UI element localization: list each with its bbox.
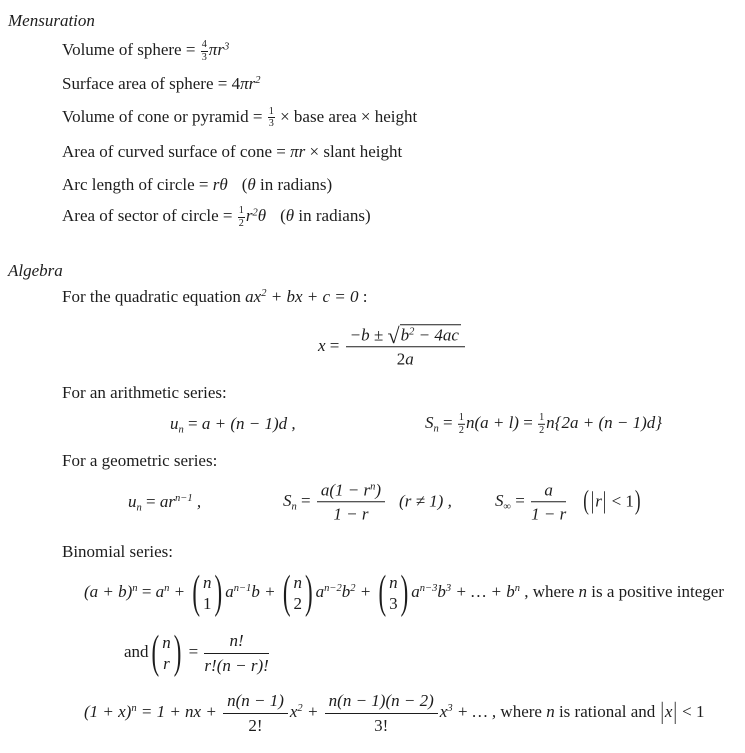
fraction-numerator: 4 [201,39,207,50]
math-expr: a [411,581,420,601]
note-text: where [496,701,547,721]
formula-label: Volume of sphere = [62,40,200,60]
superscript: 2 [409,326,415,338]
math-expr: < 1 [607,490,634,510]
fraction-denominator: 3 [268,118,274,130]
math-expr: n(a + l) [465,412,519,432]
fraction [317,479,385,525]
superscript: 2 [252,207,258,219]
superscript: n−2 [324,583,342,595]
math-expr: S [425,412,434,432]
binomial-bottom: 3 [389,594,398,614]
math-expr: n{2a + (n − 1)d} [546,412,663,432]
math-expr: ) [375,480,382,500]
math-expr: −b ± [349,324,388,344]
fraction [223,690,288,736]
fraction [268,106,275,130]
section-heading-mensuration: Mensuration [8,11,95,30]
math-expr: θ [257,206,267,226]
quadratic-formula-row [8,318,741,376]
subscript: n [291,501,297,513]
math-expr: rθ [212,175,228,195]
binomial-top: n [203,572,212,592]
superscript: 3 [223,41,230,53]
math-expr: b [506,581,515,601]
binomial-1x-formula [8,686,741,738]
superscript: n [514,583,520,595]
radicand [400,324,461,344]
formula-sphere-volume [62,39,741,63]
intro-text: For the quadratic equation [62,286,246,306]
superscript: n [131,703,137,715]
formula-label: Surface area of sphere = [62,74,232,94]
comma: , [287,413,296,433]
section-heading-algebra: Algebra [8,260,63,280]
comma: , [192,491,202,511]
and-label: and [124,641,149,661]
note-text: is a positive integer [587,581,724,601]
binomial-top: n [389,572,398,592]
quadratic-intro [62,286,741,308]
note-text: , where [520,581,579,601]
equals-sign: = [183,413,202,433]
left-paren-glyph: ( [151,625,160,677]
arithmetic-formulas-row [8,406,741,442]
fraction [531,479,566,525]
fraction-denominator: r!(n − r)! [204,655,269,675]
equals-sign: = [518,412,538,432]
condition [582,484,641,516]
abs-bar-glyph: | [673,697,677,725]
fraction-numerator: n(n − 1) [223,690,288,713]
math-expr: a + (n − 1)d [201,413,288,433]
formula-arc-length [62,174,741,196]
math-expr: r [595,490,602,510]
note-variable: n [578,581,588,601]
geometric-sinf-formula [495,479,642,525]
right-paren-glyph: ) [400,565,409,617]
math-expr: + … + [451,581,507,601]
formula-label: Arc length of circle = [62,175,213,195]
math-expr: b [400,324,410,344]
note-text: in radians) [294,206,371,226]
fraction-numerator: n! [204,630,268,653]
fraction-numerator [346,324,465,347]
math-lhs: (a + b) [84,581,133,601]
binomial-stack [159,632,174,675]
fraction [346,324,465,370]
math-expr: − 4ac [414,324,459,344]
math-expr: a [544,480,553,500]
math-expr: × base area × height [275,106,418,126]
left-paren-glyph: ( [192,565,201,617]
fraction-denominator: 3 [201,51,207,63]
note-open-paren: ( [241,175,248,195]
math-expr: + bx + c = 0 [266,286,359,306]
superscript: n [164,583,170,595]
fraction-numerator [531,479,566,502]
math-expr: u [128,491,137,511]
note-text: in radians) [255,175,333,195]
superscript: 2 [255,75,261,87]
math-lhs: x [318,335,326,355]
fraction [538,412,545,436]
binomial-coefficient [192,565,223,617]
condition: (r ≠ 1) , [399,490,452,510]
fraction-numerator [317,479,385,502]
subscript: n [433,423,439,435]
subscript: n [136,502,142,514]
binomial-coefficient-definition [8,624,741,680]
math-expr: ar [159,491,175,511]
fraction [325,690,438,736]
geometric-formulas-row [8,474,741,530]
math-expr: πr [290,141,306,161]
left-paren-glyph: ( [378,565,387,617]
binomial-expansion-formula [8,564,741,620]
subscript: n [178,424,184,436]
math-expr: πr [240,74,256,94]
binomial-bottom: 2 [293,594,302,614]
binomial-stack [290,572,305,615]
right-paren-glyph: ) [214,565,223,617]
math-expr: a(1 − r [320,480,371,500]
equals-sign: = [137,581,156,601]
radical-sign: √ [387,322,400,348]
equals-sign: = [511,490,530,510]
plus-sign: + [302,701,323,721]
binomial-bottom: r [163,654,170,674]
formula-sphere-surface [62,73,741,95]
plus-sign: + [259,581,280,601]
formula-sector-area [62,205,741,229]
binomial-top: n [293,572,302,592]
fraction-numerator: n(n − 1)(n − 2) [325,690,438,713]
binomial-top: n [162,632,171,652]
math-expr: πr [208,40,224,60]
abs-bar-glyph: | [602,486,607,514]
fraction [204,630,268,676]
fraction [238,205,245,229]
abs-bar-glyph: | [660,697,664,725]
fraction-denominator [531,502,566,524]
formula-label: Volume of cone or pyramid = [62,106,267,126]
math-expr: S [283,490,292,510]
right-paren-glyph: ) [173,625,182,677]
superscript: n [132,583,138,595]
fraction-denominator [317,502,385,524]
note [280,206,371,225]
math-expr: × slant height [305,141,403,161]
superscript: 2 [297,703,303,715]
superscript: n−1 [233,583,252,595]
math-expr: a [155,581,165,601]
fraction-denominator: 2 [539,424,545,436]
math-expr: a [315,581,325,601]
geometric-intro: For a geometric series: [62,450,218,470]
arithmetic-un-formula [170,413,296,435]
math-expr: ax [245,286,262,306]
binomial-intro: Binomial series: [62,541,173,561]
fraction [201,39,208,63]
fraction-numerator: 1 [238,205,244,217]
coefficient: 2 [396,349,406,369]
binomial-coefficient [282,565,313,617]
math-expr: x [439,701,448,721]
plus-sign: + [355,581,376,601]
plus-sign: + [169,581,190,601]
binomial-coefficient [151,625,182,677]
formula-label: Area of sector of circle = [62,206,237,226]
math-expr: a [405,349,414,369]
formula-cone-surface [62,141,741,163]
equals-sign: = [438,412,457,432]
binomial-bottom: 1 [203,594,212,614]
note-variable: θ [247,175,256,195]
left-paren-glyph: ( [282,565,291,617]
fraction-denominator: 2 [458,424,464,436]
note-variable: θ [285,206,295,226]
left-paren-glyph: ( [583,484,589,516]
geometric-un-formula [128,491,201,513]
math-expr: b [437,581,446,601]
geometric-sn-formula [283,479,452,525]
math-expr: a [225,581,234,601]
fraction-denominator: 3! [374,715,389,735]
math-expr: 1 − r [333,504,369,524]
superscript: 2 [350,583,356,595]
math-expr: x [289,701,298,721]
arithmetic-sn-formula [425,412,662,436]
math-expr: S [495,490,504,510]
equals-sign: = [141,491,160,511]
arithmetic-intro: For an arithmetic series: [62,382,227,402]
fraction [458,412,465,436]
math-expr: b [251,581,260,601]
math-expr: x [664,701,673,721]
superscript: 3 [445,583,452,595]
math-expr: b [341,581,351,601]
superscript: n−3 [419,583,438,595]
math-expr: u [170,413,179,433]
formula-cone-volume [62,106,741,130]
subscript: ∞ [503,501,512,513]
right-paren-glyph: ) [304,565,313,617]
right-paren-glyph: ) [634,484,641,516]
fraction-numerator: 1 [268,105,274,117]
math-lhs: (1 + x) [84,701,132,721]
superscript: n [370,481,376,493]
math-expr: + … , [452,701,497,721]
binomial-stack [200,572,215,615]
superscript: n−1 [174,493,193,505]
note-text: is rational and [554,701,660,721]
binomial-stack [386,572,401,615]
math-expr: = 1 + nx + [136,701,222,721]
note-open-paren: ( [280,206,286,226]
binomial-coefficient [378,565,409,617]
math-expr: 1 − r [531,504,567,524]
fraction-denominator [346,347,465,369]
superscript: 3 [447,703,453,715]
math-expr: < 1 [677,701,705,721]
note-variable: n [546,701,555,721]
abs-bar-glyph: | [590,486,595,514]
coefficient: 4 [231,74,241,94]
fraction-numerator: 1 [539,411,545,423]
quadratic-formula [318,324,467,370]
equals-sign: = [325,335,344,355]
equals-sign: = [296,490,315,510]
fraction-denominator: 2! [248,715,263,735]
superscript: 2 [261,287,267,299]
fraction-denominator: 2 [238,217,244,229]
fraction-numerator: 1 [458,411,464,423]
formula-label: Area of curved surface of cone = [62,141,291,161]
note [242,175,333,194]
colon: : [358,286,368,306]
equals-sign: = [184,641,203,661]
math-expr: r [245,206,253,226]
